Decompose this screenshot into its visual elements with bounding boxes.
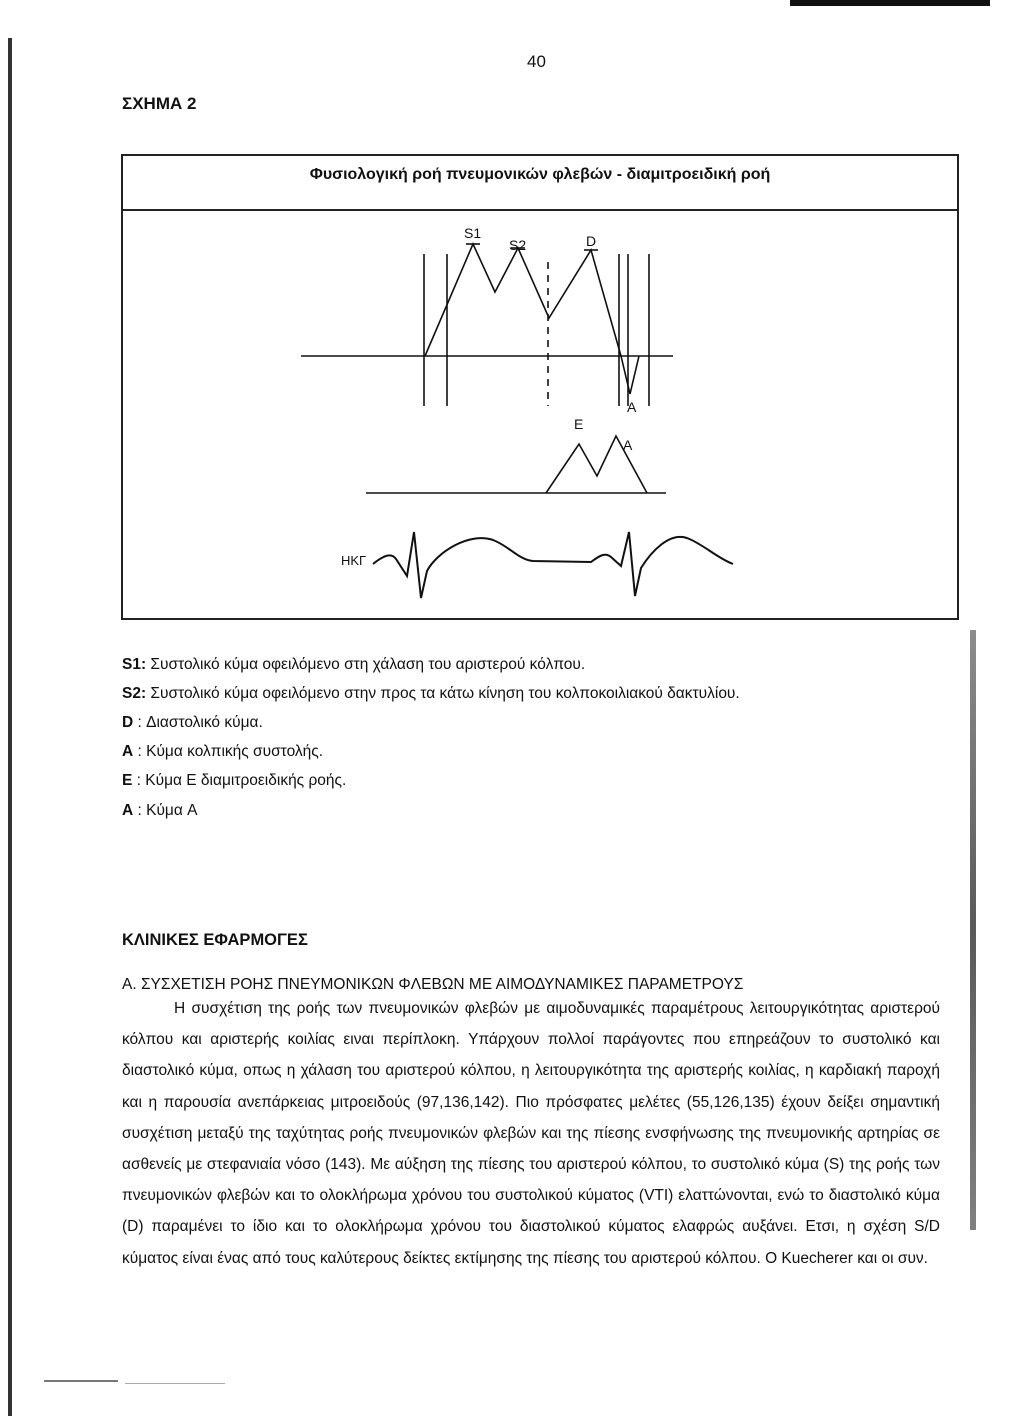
pv-flow-waveform <box>425 244 639 394</box>
figure-title: Φυσιολογική ροή πνευμονικών φλεβών - διαμιτροειδική ροή <box>123 156 957 211</box>
label-s1: S1 <box>464 225 482 241</box>
scan-top-rule <box>790 0 990 6</box>
scan-right-margin-bar <box>970 630 976 1230</box>
section-heading: ΚΛΙΝΙΚΕΣ ΕΦΑΡΜΟΓΕΣ <box>122 931 308 949</box>
legend-item: D : Διαστολικό κύμα. <box>122 714 263 731</box>
label-a-lower: A <box>623 437 633 453</box>
subsection-heading: Α. ΣΥΣΧΕΤΙΣΗ ΡΟΗΣ ΠΝΕΥΜΟΝΙΚΩΝ ΦΛΕΒΩΝ ΜΕ ΑΙΜΟΔΥΝΑΜΙΚΕΣ ΠΑΡΑΜΕΤΡΟΥΣ <box>122 976 744 993</box>
legend-item: A : Κύμα κολπικής συστολής. <box>122 743 324 760</box>
figure-label: ΣΧΗΜΑ 2 <box>122 94 197 113</box>
page-number: 40 <box>527 52 546 71</box>
label-e: E <box>574 416 584 432</box>
scan-bottom-rule <box>125 1383 225 1384</box>
label-s2: S2 <box>509 237 527 253</box>
legend-item: E : Κύμα E διαμιτροειδικής ροής. <box>122 772 347 789</box>
label-a-upper: A <box>627 399 637 415</box>
flow-diagram <box>121 154 959 620</box>
scan-left-margin-bar <box>8 38 12 1416</box>
label-ecg: ΗΚΓ <box>341 553 367 568</box>
ecg-trace <box>373 532 733 598</box>
legend-item: A : Κύμα A <box>122 802 198 819</box>
scan-bottom-rule <box>44 1380 118 1382</box>
legend-item: S1: Συστολικό κύμα οφειλόμενο στη χάλαση του αριστερού κόλπου. <box>122 656 586 673</box>
label-d: D <box>586 233 597 249</box>
body-paragraph: Η συσχέτιση της ροής των πνευμονικών φλεβών με αιμοδυναμικές παραμέτρους λειτουργικότητας αριστερού κόλπου και αριστερής κοιλίας ειναι περίπλοκη. Υπάρχουν πολλοί παράγοντες που επηρεάζουν το συστολικό και διαστολικό κύμα, οπως η χάλαση του αριστερού κόλπου, η λειτουργικότητα της αριστερής κοιλίας, η καρδιακή παροχή και η παρουσία ανεπάρκειας μιτροειδούς (97,136,142). Πιο πρόσφατες μελέτες (55,126,135) έχουν δείξει σημαντική συσχέτιση μεταξύ της ταχύτητας ροής πνευμονικών φλεβών και της πίεσης ενσφήνωσης της πνευμονικής αρτηρίας σε ασθενείς με στεφανιαία νόσο (143). Με αύξηση της πίεσης του αριστερού κόλπου, το συστολικό κύμα (S) της ροής των πνευμονικών φλεβών και το ολοκλήρωμα χρόνου του συστολικού κύματος (VTI) ελαττώνονται, ενώ το διαστολικό κύμα (D) παραμένει το ίδιο και το ολοκλήρωμα χρόνου του διαστολικού κύματος ελαφρώς αυξάνει. Ετσι, η σχέση S/D κύματος είναι ένας από τους καλύτερους δείκτες εκτίμησης της πίεσης του αριστερού κόλπου. Ο Kuecherer και οι συν. <box>122 1000 940 1267</box>
legend-item: S2: Συστολικό κύμα οφειλόμενο στην προς τα κάτω κίνηση του κολποκοιλιακού δακτυλίου. <box>122 685 740 702</box>
